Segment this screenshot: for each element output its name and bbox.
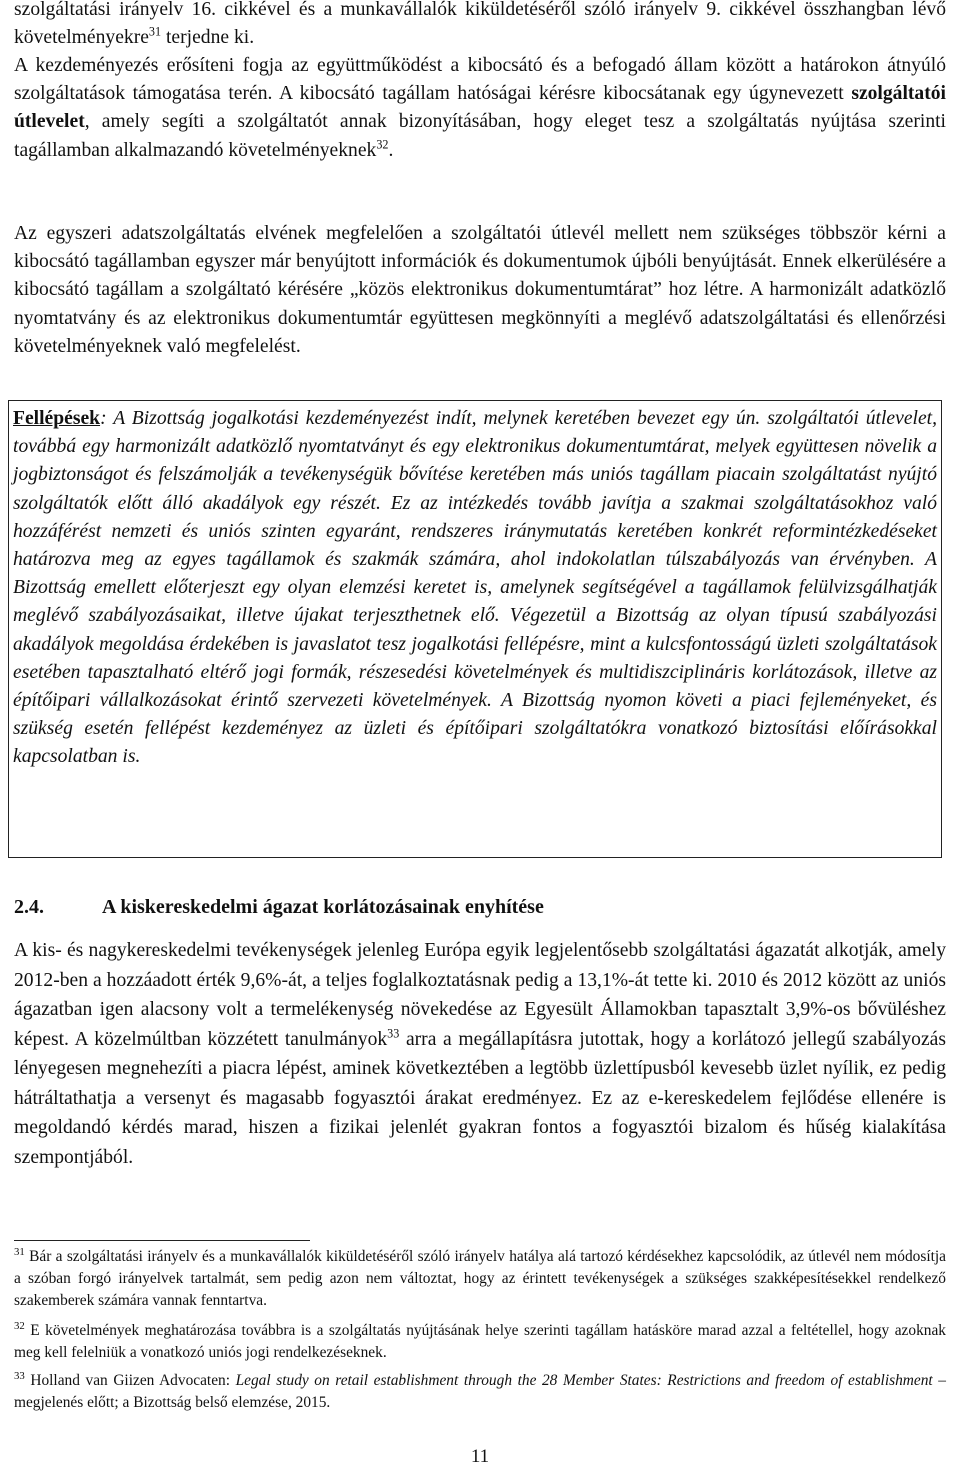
paragraph-text: . [388, 139, 394, 161]
section-title: A kiskereskedelmi ágazat korlátozásainak enyhítése [102, 896, 544, 918]
footnote-text: E követelmények meghatározása továbbra is a szolgáltatás nyújtásának helye szerinti tagállam hatásköre marad azzal a feltétellel, hogy azoknak meg kell felelniük a vonatkozó uniós jogi rendelkezéseknek. [14, 1322, 946, 1361]
paragraph-passport [14, 52, 946, 165]
footnote-number: 31 [14, 1245, 25, 1258]
paragraph-text: A kezdeményezés erősíteni fogja az együttműködést a kibocsátó és a befogadó állam között a határokon átnyúló szolgáltatások támogatása terén. A kibocsátó tagállam hatóságai kérésre kibocsátanak egy úgynevezett [14, 55, 946, 105]
paragraph-text: arra a megállapításra jutottak, hogy a korlátozó jellegű szabályozás lényegesen megnehezíti a piacra lépést, aminek következtében a legtöbb üzlettípusból kevesebb üzlet nyílik, ez pedig hátráltathatja a versenyt és magasabb fogyasztói árakat eredményez. Ez az e-kereskedelem fejlődése ellenére is megoldandó kérdés marad, hiszen a fizikai jelenlét gyakran fontos a fogyasztói bizalom és hűség kialakítása szempontjából. [14, 1028, 946, 1168]
actions-text [13, 405, 937, 772]
footnote-number: 32 [14, 1319, 25, 1332]
paragraph-retail [14, 936, 946, 1172]
footnote-text: – megjelenés előtt; a Bizottság belső elemzése, 2015. [14, 1372, 946, 1411]
footnote-text: Bár a szolgáltatási irányelv és a munkavállalók kiküldetéséről szóló irányelv hatálya alá tartozó kérdésekhez kapcsolódik, az útlevél nem módosítja a szóban forgó irányelvek tartalmát, sem pedig azon nem változtat, hogy az érintett tevékenységek a szükséges szakképesítésekkel rendelkező szakemberek számára vannak fenntartva. [14, 1248, 946, 1309]
paragraph-text: szolgáltatási irányelv 16. cikkével és a munkavállalók kiküldetéséről szóló irányelv 9. cikkével összhangban lévő követelményekre [14, 0, 946, 49]
paragraph-continuation [14, 0, 946, 52]
paragraph-text: A kis- és nagykereskedelmi tevékenységek jelenleg Európa egyik legjelentősebb szolgáltatási ágazatát alkotják, amely 2012-ben a hozzáadott érték 9,6%-át, a teljes foglalkoztatásnak pedig a 13,1%-át tette ki. 2010 és 2012 között az uniós ágazatban igen alacsony volt a termelékenység növekedése az Egyesült Államokban tapasztalt 3,9%-os bővüléshez képest. A közelmúltban közzétett tanulmányok [14, 940, 946, 1050]
footnote-ref-32[interactable]: 32 [376, 137, 389, 152]
footnote-31 [14, 1246, 946, 1312]
footnote-citation-title: Legal study on retail establishment through the 28 Member States: Restrictions and freedom of establishment [235, 1372, 933, 1389]
footnote-33 [14, 1370, 946, 1414]
bold-term: szolgáltatói útlevelet [14, 83, 946, 133]
footnote-ref-31[interactable]: 31 [148, 24, 162, 39]
paragraph-text: terjedne ki. [161, 27, 255, 49]
actions-body: : A Bizottság jogalkotási kezdeményezést indít, melynek keretében bevezet egy ún. szolgáltatói útlevelet, továbbá egy harmonizált adatközlő nyomtatványt és egy elektronikus dokumentumtárat, melyek együttesen növelik a jogbiztonságot és felszámolják a tevékenységük bővítése keretében más uniós tagállam piacain szolgáltatást nyújtó szolgáltatók előtt álló akadályok egy részét. Ez az intézkedés tovább javítja a szakmai szolgáltatásokhoz való hozzáférést nemzeti és uniós szinten egyaránt, rendszeres iránymutatás keretében konkrét reformintézkedéseket határozva meg az egyes tagállamok és szakmák számára, ahol indokolatlan túlszabályozás van érvényben. A Bizottság emellett előterjeszt egy olyan elemzési keretet is, amelynek segítségével a tagállamok felülvizsgálhatják meglévő szabályozásaikat, illetve újakat terjeszthetnek elő. Végezetül a Bizottság az olyan típusú szabályozási akadályok megoldása érdekében is javaslatot tesz jogalkotási fellépésre, mint a kulcsfontosságú üzleti szolgáltatások esetében tapasztalható eltérő jogi formák, részesedési követelmények és multidiszciplináris korlátozások, illetve az építőipari vállalkozásokat érintő szervezeti követelmények. A Bizottság nyomon követi a piaci fejleményeket, és szükség esetén fellépést kezdeményez az üzleti és építőipari szolgáltatókra vonatkozó biztosítási előírásokkal kapcsolatban is. [13, 408, 937, 768]
actions-label: Fellépések [13, 408, 101, 429]
section-heading [14, 896, 544, 919]
paragraph-text: , amely segíti a szolgáltatót annak bizonyításában, hogy eleget tesz a szolgáltatás nyújtása szerinti tagállamban alkalmazandó követelményeknek [14, 111, 946, 161]
page-number: 11 [470, 1446, 490, 1467]
footnote-text: Holland van Giizen Advocaten: [24, 1372, 236, 1389]
actions-box [8, 400, 942, 858]
footnote-ref-33[interactable]: 33 [387, 1025, 400, 1040]
footnote-32 [14, 1320, 946, 1364]
paragraph-once-only: Az egyszeri adatszolgáltatás elvének megfelelően a szolgáltatói útlevél mellett nem szükséges többször kérni a kibocsátó tagállamban egyszer már benyújtott információk és dokumentumok újbóli benyújtását. Ennek elkerülésére a kibocsátó tagállam a szolgáltató kérésére „közös elektronikus dokumentumtárat” hoz létre. A harmonizált adatközlő nyomtatvány és az elektronikus dokumentumtár együttesen megkönnyíti a meglévő adatszolgáltatási és ellenőrzési követelményeknek való megfelelést. [14, 223, 946, 357]
footnote-number: 33 [14, 1369, 25, 1382]
footnote-separator [14, 1240, 310, 1241]
section-number: 2.4. [14, 896, 44, 918]
